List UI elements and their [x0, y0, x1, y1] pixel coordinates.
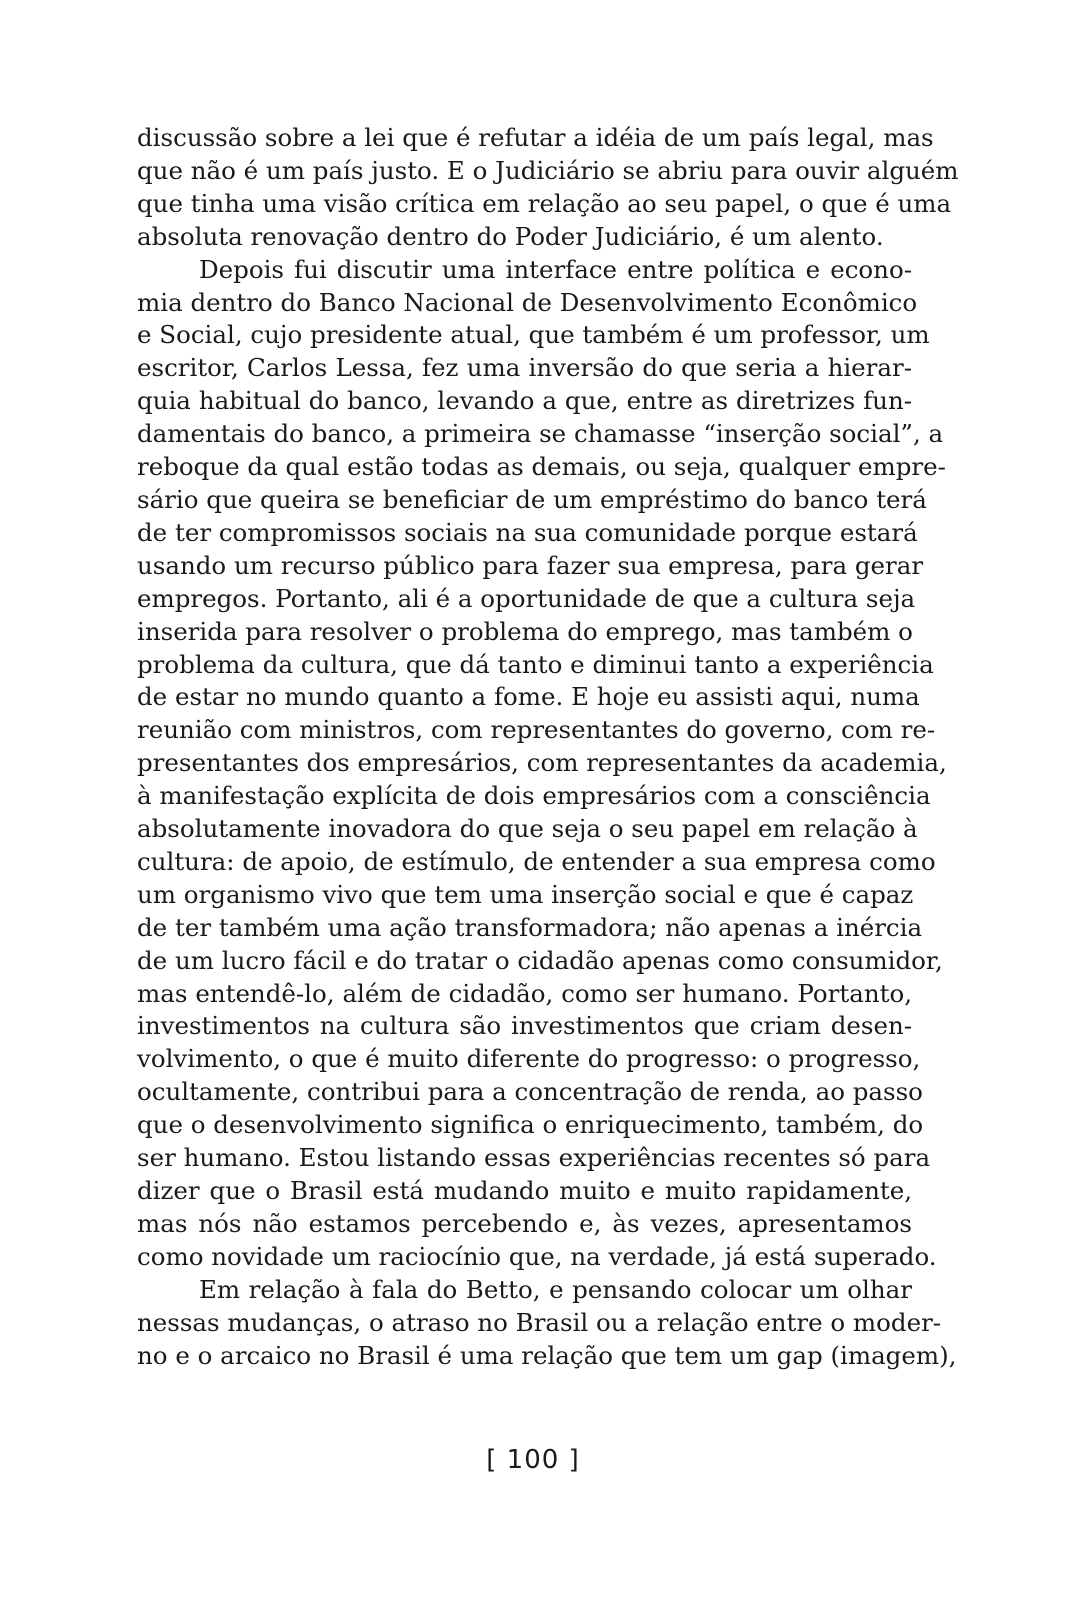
text-line: de um lucro fácil e do tratar o cidadão apenas como consumidor, [137, 945, 943, 975]
text-line: como novidade um raciocínio que, na verdade, já está superado. [137, 1241, 937, 1271]
text-line: ser humano. Estou listando essas experiências recentes só para [137, 1143, 931, 1173]
text-line: mas nós não estamos percebendo e, às vezes, apresentamos [137, 1208, 912, 1238]
text-line: no e o arcaico no Brasil é uma relação que tem um gap (imagem), [137, 1340, 957, 1370]
text-line: absolutamente inovadora do que seja o seu papel em relação à [137, 814, 918, 844]
page-number: [ 100 ] [486, 1445, 580, 1475]
text-line: discussão sobre a lei que é refutar a idéia de um país legal, mas [137, 123, 934, 152]
text-line: mia dentro do Banco Nacional de Desenvolvimento Econômico [137, 287, 918, 317]
text-line: mas entendê-lo, além de cidadão, como ser humano. Portanto, [137, 978, 912, 1008]
text-line: damentais do banco, a primeira se chamasse “inserção social”, a [137, 419, 944, 449]
text-line: à manifestação explícita de dois empresários com a consciência [137, 781, 931, 811]
text-line: e Social, cujo presidente atual, que também é um professor, um [137, 320, 930, 350]
text-line: absoluta renovação dentro do Poder Judiciário, é um alento. [137, 221, 884, 251]
text-line: presentantes dos empresários, com representantes da academia, [137, 748, 947, 778]
text-line: reunião com ministros, com representantes do governo, com re- [137, 715, 936, 745]
body-text [137, 122, 959, 1372]
text-line: de ter compromissos sociais na sua comunidade porque estará [137, 517, 918, 547]
text-line: Em relação à fala do Betto, e pensando colocar um olhar [199, 1274, 912, 1304]
text-line: Depois fui discutir uma interface entre política e econo- [199, 254, 912, 284]
text-line: quia habitual do banco, levando a que, entre as diretrizes fun- [137, 386, 912, 416]
text-line: reboque da qual estão todas as demais, ou seja, qualquer empre- [137, 452, 946, 482]
text-line: que o desenvolvimento significa o enriquecimento, também, do [137, 1110, 924, 1140]
text-line: escritor, Carlos Lessa, fez uma inversão do que seria a hierar- [137, 353, 912, 383]
text-line: volvimento, o que é muito diferente do progresso: o progresso, [137, 1044, 921, 1074]
text-line: problema da cultura, que dá tanto e diminui tanto a experiência [137, 649, 934, 679]
text-line: de estar no mundo quanto a fome. E hoje eu assisti aqui, numa [137, 682, 920, 712]
text-line: dizer que o Brasil está mudando muito e muito rapidamente, [137, 1176, 912, 1205]
text-line: usando um recurso público para fazer sua empresa, para gerar [137, 550, 924, 580]
text-line: empregos. Portanto, ali é a oportunidade de que a cultura seja [137, 583, 916, 613]
text-line: investimentos na cultura são investimentos que criam desen- [137, 1011, 912, 1041]
text-line: nessas mudanças, o atraso no Brasil ou a relação entre o moder- [137, 1307, 942, 1337]
text-line: que tinha uma visão crítica em relação ao seu papel, o que é uma [137, 188, 952, 218]
text-line: cultura: de apoio, de estímulo, de entender a sua empresa como [137, 846, 936, 876]
text-line: que não é um país justo. E o Judiciário se abriu para ouvir alguém [137, 155, 959, 185]
text-line: um organismo vivo que tem uma inserção social e que é capaz [137, 879, 914, 909]
text-line: ocultamente, contribui para a concentração de renda, ao passo [137, 1077, 923, 1107]
text-line: sário que queira se beneficiar de um empréstimo do banco terá [137, 484, 927, 514]
text-line: inserida para resolver o problema do emprego, mas também o [137, 616, 913, 646]
text-line: de ter também uma ação transformadora; não apenas a inércia [137, 912, 923, 942]
